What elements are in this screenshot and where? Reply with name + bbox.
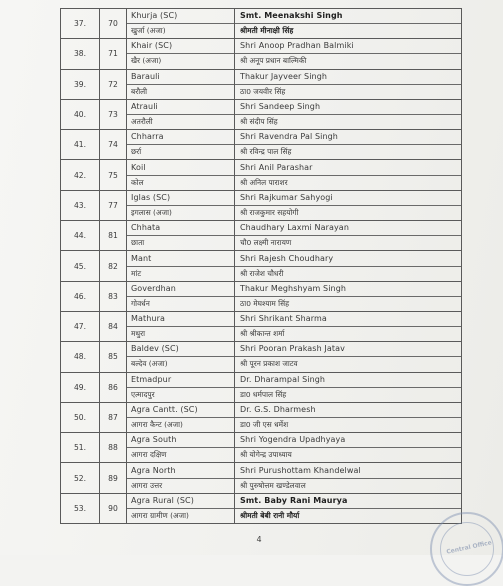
table-row — [61, 493, 462, 523]
cell-divider — [235, 356, 461, 357]
cell-divider — [127, 356, 234, 357]
candidate-name-hindi: डा0 धर्मपाल सिंह — [240, 389, 287, 399]
candidate-name-english: Shri Pooran Prakash Jatav — [240, 344, 345, 354]
constituency-name-hindi: छर्रा — [131, 147, 142, 157]
constituency-cell — [127, 433, 235, 463]
constituency-cell — [127, 99, 235, 129]
candidate-name-hindi: श्री श्रीकान्त शर्मा — [240, 329, 285, 339]
constituency-cell — [127, 69, 235, 99]
constituency-name-english: Agra South — [131, 435, 177, 445]
candidate-name-english: Shri Sandeep Singh — [240, 102, 321, 112]
cell-divider — [127, 296, 234, 297]
cell-divider — [235, 326, 461, 327]
candidate-cell — [235, 433, 462, 463]
table-row — [61, 160, 462, 190]
candidate-name-hindi: ठा0 मेघश्याम सिंह — [240, 298, 289, 308]
candidate-name-hindi: श्री अनिल पाराशर — [240, 177, 288, 187]
candidate-cell — [235, 39, 462, 69]
serial-number-cell: 38. — [61, 39, 100, 69]
constituency-name-hindi: आगरा कैन्ट (अजा) — [131, 420, 183, 429]
candidate-name-english: Thakur Jayveer Singh — [240, 71, 328, 81]
constituency-number-cell: 89 — [100, 463, 127, 493]
serial-number-cell: 50. — [61, 402, 100, 432]
constituency-name-english: Koil — [131, 162, 146, 172]
candidate-name-hindi: श्री संदीप सिंह — [240, 117, 278, 127]
table-row — [61, 342, 462, 372]
table-row — [61, 69, 462, 99]
candidate-name-english: Smt. Meenakshi Singh — [240, 11, 343, 21]
candidate-cell — [235, 311, 462, 341]
constituency-name-hindi: एत्मादपुर — [131, 389, 155, 399]
serial-number-cell: 46. — [61, 281, 100, 311]
table-row — [61, 221, 462, 251]
constituency-cell — [127, 463, 235, 493]
serial-number-cell: 42. — [61, 160, 100, 190]
candidate-name-english: Shri Anoop Pradhan Balmiki — [240, 41, 354, 51]
candidate-cell — [235, 372, 462, 402]
table-row — [61, 130, 462, 160]
constituency-number-cell: 87 — [100, 402, 127, 432]
constituency-name-english: Agra Rural (SC) — [131, 495, 194, 505]
candidate-cell — [235, 190, 462, 220]
serial-number-cell: 47. — [61, 311, 100, 341]
table-row — [61, 372, 462, 402]
candidate-name-hindi: डा0 जी एस धर्मेश — [240, 420, 289, 429]
page-number: 4 — [256, 535, 262, 544]
candidate-cell — [235, 342, 462, 372]
table-row — [61, 251, 462, 281]
constituency-name-english: Agra Cantt. (SC) — [131, 405, 198, 414]
constituency-cell — [127, 160, 235, 190]
constituency-cell — [127, 9, 235, 39]
constituency-cell — [127, 39, 235, 69]
table-row — [61, 311, 462, 341]
table-row — [61, 190, 462, 220]
candidate-cell — [235, 402, 462, 432]
table-row — [61, 433, 462, 463]
constituency-cell — [127, 251, 235, 281]
candidate-list-body — [61, 9, 462, 524]
candidate-name-english: Shri Rajesh Choudhary — [240, 253, 334, 263]
candidate-cell — [235, 99, 462, 129]
candidate-name-hindi: श्रीमती मीनाक्षी सिंह — [240, 26, 294, 36]
constituency-name-hindi: बरौली — [131, 86, 148, 96]
candidate-cell — [235, 463, 462, 493]
serial-number-cell: 43. — [61, 190, 100, 220]
serial-number-cell: 53. — [61, 493, 100, 523]
constituency-name-english: Goverdhan — [131, 283, 176, 293]
candidate-name-hindi: ठा0 जयवीर सिंह — [240, 86, 286, 96]
constituency-number-cell: 84 — [100, 311, 127, 341]
cell-divider — [235, 144, 461, 145]
candidate-list-table — [60, 8, 462, 524]
constituency-name-english: Atrauli — [131, 102, 158, 112]
table-row — [61, 39, 462, 69]
table-row — [61, 402, 462, 432]
candidate-name-hindi: श्री राजकुमार सहयोगी — [240, 207, 299, 217]
constituency-number-cell: 90 — [100, 493, 127, 523]
candidate-cell — [235, 493, 462, 523]
cell-divider — [127, 326, 234, 327]
constituency-name-english: Mant — [131, 253, 152, 263]
candidate-name-hindi: श्री योगेन्द्र उपाध्याय — [240, 450, 292, 460]
serial-number-cell: 48. — [61, 342, 100, 372]
candidate-cell — [235, 160, 462, 190]
constituency-cell — [127, 402, 235, 432]
serial-number-cell: 49. — [61, 372, 100, 402]
candidate-name-english: Chaudhary Laxmi Narayan — [240, 223, 349, 233]
constituency-number-cell: 81 — [100, 221, 127, 251]
serial-number-cell: 45. — [61, 251, 100, 281]
candidate-cell — [235, 9, 462, 39]
candidate-cell — [235, 281, 462, 311]
candidate-cell — [235, 221, 462, 251]
constituency-name-hindi: कोल — [131, 177, 144, 187]
table-row — [61, 99, 462, 129]
cell-divider — [235, 23, 461, 24]
cell-divider — [127, 23, 234, 24]
serial-number-cell: 40. — [61, 99, 100, 129]
constituency-name-english: Iglas (SC) — [131, 192, 171, 202]
candidate-name-hindi: श्री रविन्द्र पाल सिंह — [240, 147, 292, 157]
constituency-number-cell: 75 — [100, 160, 127, 190]
constituency-name-english: Agra North — [131, 465, 176, 475]
constituency-name-hindi: अतरौली — [131, 117, 153, 127]
office-seal-text: Central Office — [445, 539, 493, 556]
constituency-number-cell: 85 — [100, 342, 127, 372]
cell-divider — [235, 417, 461, 418]
cell-divider — [127, 478, 234, 479]
table-row — [61, 281, 462, 311]
table-row — [61, 463, 462, 493]
cell-divider — [235, 478, 461, 479]
constituency-number-cell: 74 — [100, 130, 127, 160]
constituency-name-english: Etmadpur — [131, 374, 172, 384]
constituency-number-cell: 82 — [100, 251, 127, 281]
constituency-number-cell: 77 — [100, 190, 127, 220]
candidate-cell — [235, 130, 462, 160]
constituency-name-english: Barauli — [131, 71, 160, 81]
cell-divider — [235, 53, 461, 54]
constituency-name-hindi: छाता — [131, 238, 145, 248]
candidate-name-english: Thakur Meghshyam Singh — [240, 283, 347, 293]
office-seal — [430, 512, 503, 586]
cell-divider — [235, 266, 461, 267]
cell-divider — [235, 235, 461, 236]
candidate-name-english: Shri Ravendra Pal Singh — [240, 132, 338, 142]
cell-divider — [235, 84, 461, 85]
cell-divider — [235, 387, 461, 388]
constituency-name-hindi: खुर्जा (अजा) — [131, 26, 166, 36]
constituency-name-hindi: मथुरा — [131, 329, 146, 339]
cell-divider — [127, 114, 234, 115]
candidate-name-english: Smt. Baby Rani Maurya — [240, 495, 348, 505]
cell-divider — [127, 387, 234, 388]
constituency-number-cell: 71 — [100, 39, 127, 69]
cell-divider — [235, 447, 461, 448]
constituency-name-english: Mathura — [131, 314, 165, 324]
serial-number-cell: 37. — [61, 9, 100, 39]
candidate-name-english: Shri Rajkumar Sahyogi — [240, 192, 333, 202]
constituency-name-hindi: मांट — [131, 268, 142, 278]
candidate-name-hindi: चौ0 लक्ष्मी नारायण — [240, 238, 292, 248]
candidate-name-english: Shri Purushottam Khandelwal — [240, 465, 361, 475]
serial-number-cell: 44. — [61, 221, 100, 251]
candidate-name-english: Dr. G.S. Dharmesh — [240, 405, 316, 414]
candidate-name-english: Shri Yogendra Upadhyaya — [240, 435, 346, 445]
constituency-number-cell: 83 — [100, 281, 127, 311]
constituency-name-english: Chharra — [131, 132, 164, 142]
cell-divider — [235, 296, 461, 297]
constituency-name-english: Khurja (SC) — [131, 11, 178, 21]
constituency-name-english: Chhata — [131, 223, 161, 233]
constituency-cell — [127, 130, 235, 160]
constituency-cell — [127, 493, 235, 523]
cell-divider — [127, 144, 234, 145]
cell-divider — [127, 417, 234, 418]
cell-divider — [127, 175, 234, 176]
constituency-name-english: Khair (SC) — [131, 41, 173, 51]
constituency-number-cell: 72 — [100, 69, 127, 99]
constituency-cell — [127, 311, 235, 341]
serial-number-cell: 51. — [61, 433, 100, 463]
constituency-name-hindi: इगलास (अजा) — [131, 207, 172, 217]
cell-divider — [127, 84, 234, 85]
cell-divider — [127, 447, 234, 448]
candidate-name-hindi: श्री पुरुषोत्तम खण्डेलवाल — [240, 480, 306, 490]
cell-divider — [127, 235, 234, 236]
candidate-cell — [235, 69, 462, 99]
constituency-cell — [127, 372, 235, 402]
cell-divider — [127, 205, 234, 206]
constituency-name-hindi: आगरा उत्तर — [131, 480, 163, 490]
candidate-name-english: Dr. Dharampal Singh — [240, 374, 326, 384]
cell-divider — [127, 53, 234, 54]
constituency-name-hindi: आगरा दक्षिण — [131, 450, 167, 460]
cell-divider — [235, 175, 461, 176]
constituency-name-hindi: खैर (अजा) — [131, 56, 162, 66]
constituency-cell — [127, 281, 235, 311]
cell-divider — [127, 508, 234, 509]
constituency-cell — [127, 190, 235, 220]
candidate-name-english: Shri Shrikant Sharma — [240, 314, 327, 324]
candidate-cell — [235, 251, 462, 281]
constituency-name-english: Baldev (SC) — [131, 344, 179, 354]
cell-divider — [127, 266, 234, 267]
candidate-name-hindi: श्रीमती बेबी रानी मौर्या — [240, 510, 300, 520]
table-row — [61, 9, 462, 39]
constituency-name-hindi: बल्देव (अजा) — [131, 359, 168, 369]
serial-number-cell: 39. — [61, 69, 100, 99]
constituency-cell — [127, 221, 235, 251]
constituency-number-cell: 70 — [100, 9, 127, 39]
candidate-name-hindi: श्री पूरन प्रकाश जाटव — [240, 359, 298, 369]
constituency-cell — [127, 342, 235, 372]
candidate-name-english: Shri Anil Parashar — [240, 162, 313, 172]
constituency-name-hindi: गोवर्धन — [131, 298, 150, 308]
cell-divider — [235, 205, 461, 206]
cell-divider — [235, 114, 461, 115]
serial-number-cell: 41. — [61, 130, 100, 160]
serial-number-cell: 52. — [61, 463, 100, 493]
constituency-number-cell: 73 — [100, 99, 127, 129]
constituency-number-cell: 86 — [100, 372, 127, 402]
candidate-name-hindi: श्री अनूप प्रधान बाल्मिकी — [240, 56, 307, 66]
cell-divider — [235, 508, 461, 509]
constituency-number-cell: 88 — [100, 433, 127, 463]
candidate-name-hindi: श्री राजेश चौधरी — [240, 268, 284, 278]
constituency-name-hindi: आगरा ग्रामीण (अजा) — [131, 510, 189, 520]
